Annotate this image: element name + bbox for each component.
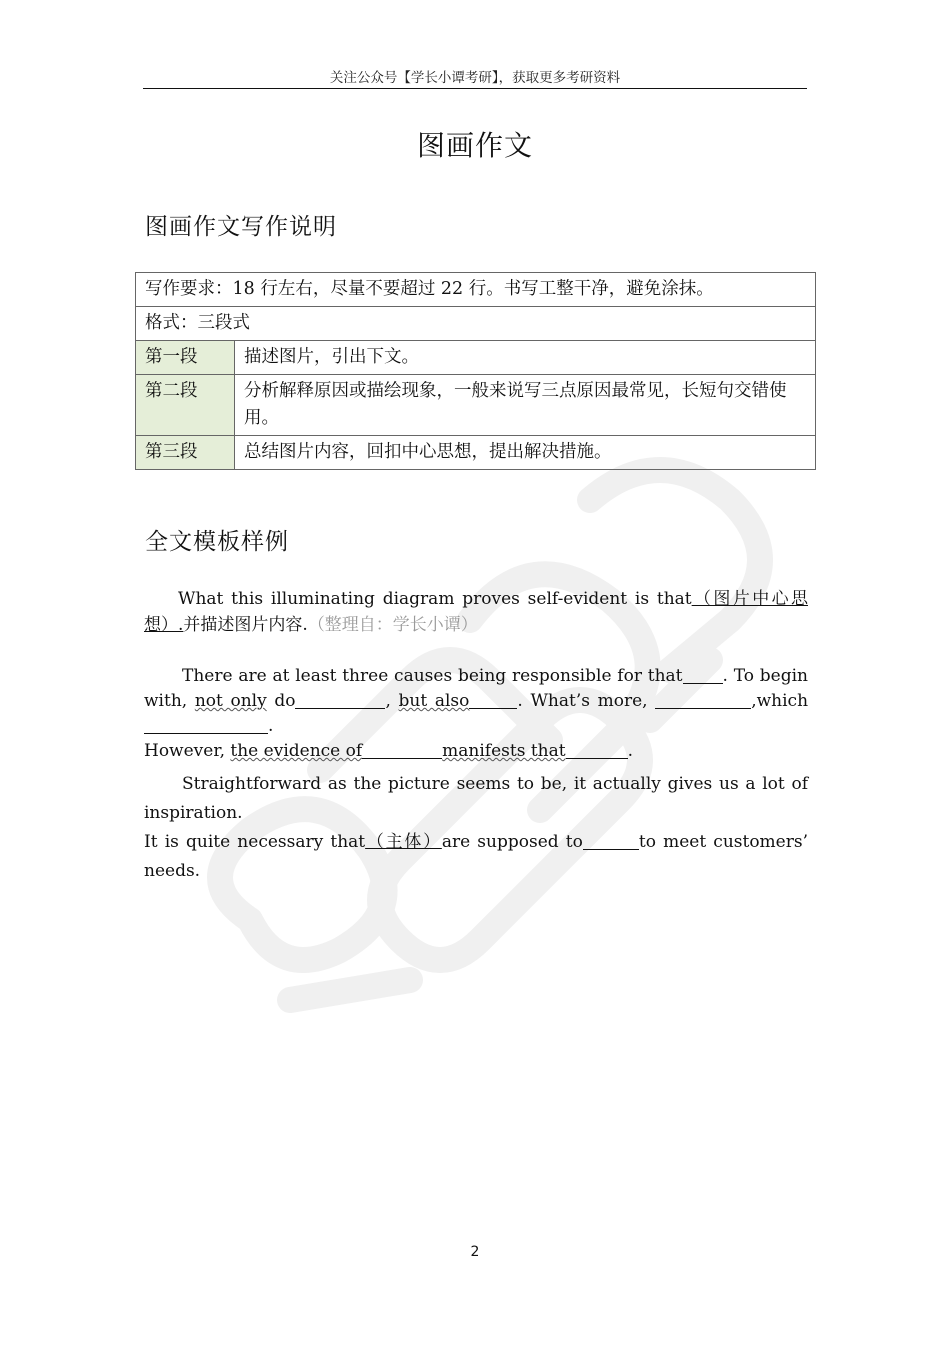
p2-but-also: but also (398, 691, 470, 711)
p3-text: to meet customers’ needs. (144, 832, 808, 881)
p3-subject-blank: （主体） (365, 832, 442, 852)
p1-lead: What this illuminating diagram proves self-evident is that (178, 589, 692, 609)
table-row (136, 307, 816, 341)
p2-text: There are at least three causes being responsible for that (182, 666, 683, 686)
fill-blank (683, 667, 723, 684)
template-paragraph-1 (144, 586, 808, 638)
p2-not-only: not only (194, 691, 267, 711)
section-title-writing-guide: 图画作文写作说明 (145, 214, 337, 240)
fill-blank (655, 692, 751, 709)
template-paragraph-3 (144, 770, 808, 886)
page-number: 2 (470, 1244, 480, 1260)
table-row (136, 375, 816, 436)
p2-text: do (266, 691, 296, 711)
p1-blank: （图片中心思想） (144, 589, 808, 635)
p2-text: . (268, 716, 274, 736)
p2-text: , (385, 691, 399, 711)
paragraph-label: 第一段 (136, 341, 235, 375)
p3-text: Straightforward as the picture seems to be, it actually gives us a lot of inspiration. (144, 774, 808, 823)
format-cell: 格式：三段式 (136, 307, 816, 341)
template-paragraph-2 (144, 664, 808, 764)
table-row (136, 273, 816, 307)
paragraph-label: 第三段 (136, 436, 235, 470)
p2-manifests: manifests that (442, 741, 566, 761)
header-note: 关注公众号【学长小谭考研】，获取更多考研资料 (329, 70, 621, 86)
table-row (136, 436, 816, 470)
p1-source: （整理自：学长小谭） (307, 615, 478, 635)
fill-blank (469, 692, 517, 709)
p2-text: However, (144, 741, 231, 761)
writing-requirements-table (135, 272, 816, 470)
p3-text: are supposed to (441, 832, 583, 852)
fill-blank (144, 717, 268, 734)
section-title-template: 全文模板样例 (145, 529, 289, 555)
fill-blank (583, 833, 639, 850)
paragraph-description: 描述图片，引出下文。 (235, 341, 816, 375)
p2-evidence: the evidence of (230, 741, 363, 761)
paragraph-description: 总结图片内容，回扣中心思想，提出解决措施。 (235, 436, 816, 470)
p2-text: . What’s more, (517, 691, 656, 711)
p2-text: . To begin with, (144, 666, 808, 711)
paragraph-label: 第二段 (136, 375, 235, 436)
fill-blank (362, 742, 442, 759)
p3-text: It is quite necessary that (144, 832, 366, 852)
p2-text: ,which (751, 691, 809, 711)
fill-blank (566, 742, 628, 759)
header-divider (143, 88, 807, 89)
fill-blank (295, 692, 385, 709)
page-title: 图画作文 (416, 129, 533, 162)
p1-dot: . (178, 615, 184, 635)
paragraph-description: 分析解释原因或描绘现象，一般来说写三点原因最常见，长短句交错使用。 (235, 375, 816, 436)
p2-text: . (627, 741, 633, 761)
p1-tail: 并描述图片内容. (183, 615, 308, 635)
requirement-cell: 写作要求：18 行左右，尽量不要超过 22 行。书写工整干净，避免涂抹。 (136, 273, 816, 307)
table-row (136, 341, 816, 375)
